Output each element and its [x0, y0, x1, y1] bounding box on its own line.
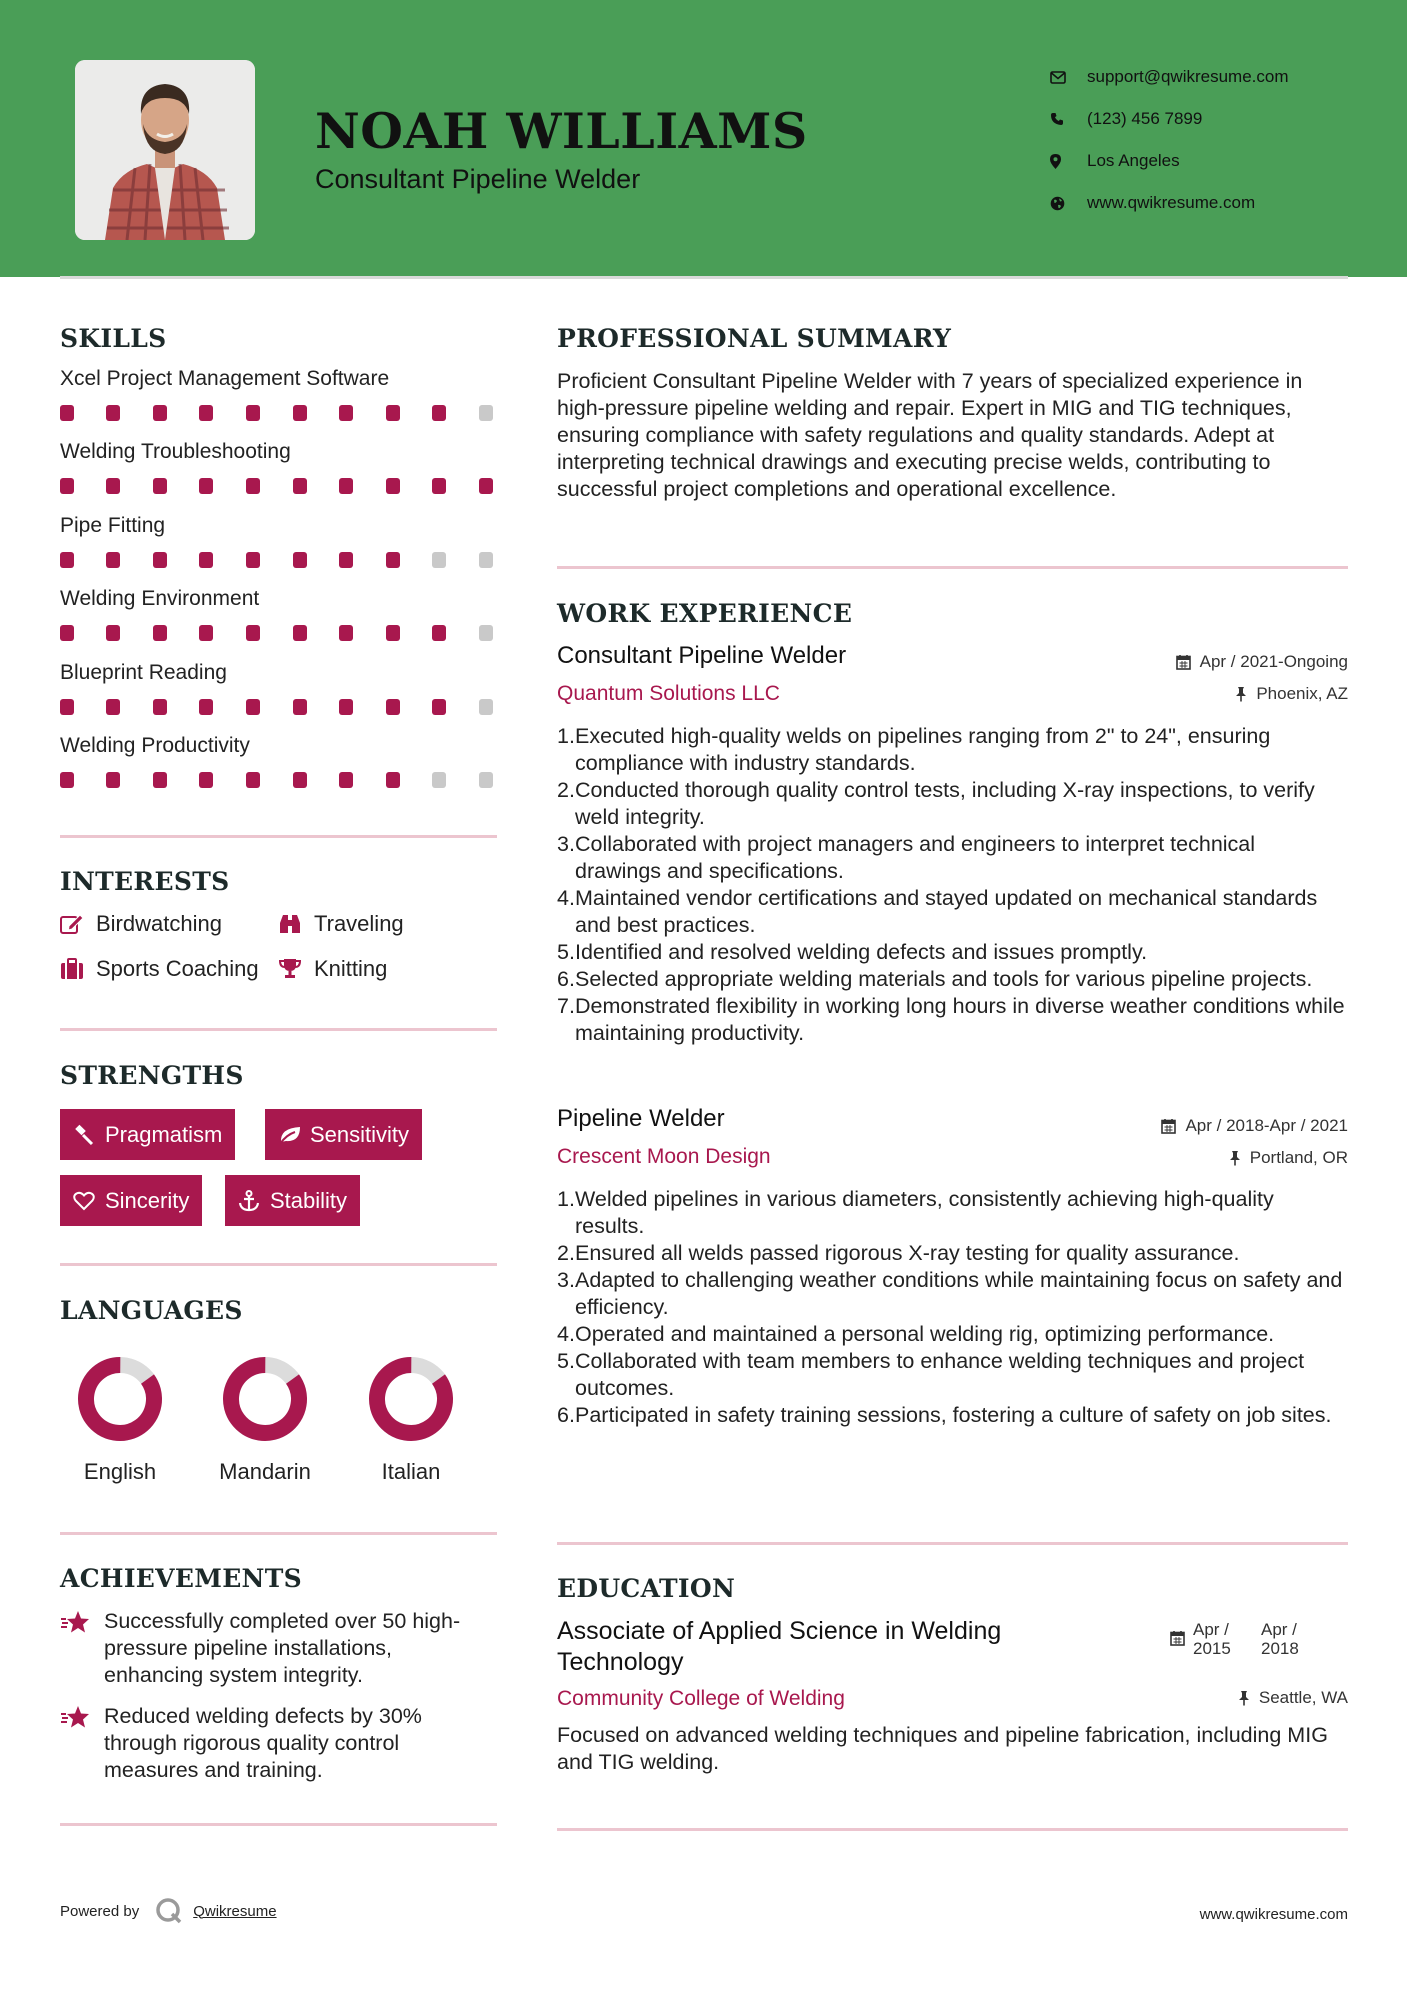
- skill-dot-filled: [339, 478, 353, 494]
- skill-dot-filled: [60, 405, 74, 421]
- skill-dot-filled: [199, 772, 213, 788]
- calendar-icon: [1176, 654, 1191, 670]
- skill-dot-filled: [106, 478, 120, 494]
- strengths-heading: STRENGTHS: [60, 1061, 244, 1090]
- bullet-item: 2. Conducted thorough quality control tests, including X-ray inspections, to verify weld integrity.: [557, 777, 1347, 831]
- skill-dot-filled: [246, 478, 260, 494]
- interest-label: Sports Coaching: [96, 956, 259, 981]
- star-award-icon: [60, 1608, 104, 1689]
- calendar-icon: [1170, 1620, 1185, 1658]
- bullet-text: Conducted thorough quality control tests, including X-ray inspections, to verify weld integrity.: [575, 778, 1315, 829]
- languages-heading: LANGUAGES: [60, 1296, 243, 1325]
- summary-text: Proficient Consultant Pipeline Welder with 7 years of specialized experience in high-pressure pipeline welding and repair. Expert in MIG and TIG techniques, ensuring compliance with safety regulations and quality standards. Adept at interpreting technical drawings and executing precise welds, contributing to successful project completions and operational excellence.: [557, 369, 1303, 501]
- job-bullets: [557, 1186, 1347, 1429]
- language-ring-fill: [221, 1355, 309, 1443]
- skill-dot-empty: [479, 552, 493, 568]
- bullet-text: Demonstrated flexibility in working long hours in diverse weather conditions while maintaining productivity.: [575, 994, 1345, 1045]
- footer-powered-by: [60, 1897, 277, 1925]
- bullet-text: Participated in safety training sessions, fostering a culture of safety on job sites.: [575, 1403, 1332, 1427]
- job-bullets: [557, 723, 1347, 1047]
- section-divider: [557, 1828, 1348, 1831]
- achievement-item: [60, 1608, 497, 1689]
- resume-header: [0, 0, 1407, 277]
- education-start-month: Apr /: [1193, 1620, 1229, 1639]
- skill-name: Welding Troubleshooting: [60, 440, 291, 464]
- skill-rating: [60, 405, 497, 421]
- skill-dot-filled: [246, 625, 260, 641]
- skill-name: Xcel Project Management Software: [60, 367, 390, 390]
- leaf-icon: [278, 1125, 310, 1145]
- pushpin-icon: [1229, 1150, 1241, 1166]
- section-divider: [557, 566, 1348, 569]
- skill-name: Blueprint Reading: [60, 660, 227, 684]
- language-item: [55, 1355, 185, 1485]
- education-end-date: [1261, 1620, 1299, 1658]
- language-label: Italian: [381, 1459, 441, 1484]
- skill-dot-empty: [479, 699, 493, 715]
- header-divider: [60, 276, 1348, 279]
- skill-dot-filled: [339, 699, 353, 715]
- interest-label: Knitting: [314, 956, 388, 981]
- bullet-text: Maintained vendor certifications and stayed updated on mechanical standards and best practices.: [575, 886, 1318, 937]
- education-start-year: 2015: [1193, 1639, 1231, 1658]
- job-dates-text: Apr / 2018-Apr / 2021: [1185, 1116, 1348, 1135]
- skill-dot-filled: [199, 405, 213, 421]
- interest-item: [278, 911, 404, 937]
- skill-dot-filled: [386, 699, 400, 715]
- skill-dot-filled: [246, 772, 260, 788]
- interest-item: [60, 956, 259, 982]
- contact-website[interactable]: [1050, 182, 1289, 224]
- skill-dot-filled: [106, 625, 120, 641]
- skill-dot-filled: [293, 478, 307, 494]
- section-divider: [60, 1532, 497, 1535]
- job-title: Consultant Pipeline Welder: [557, 642, 847, 669]
- interest-item: [60, 911, 222, 937]
- interest-label: Traveling: [314, 911, 404, 936]
- skill-dot-filled: [153, 625, 167, 641]
- strength-label: Stability: [270, 1187, 348, 1213]
- bullet-item: 3. Adapted to challenging weather conditions while maintaining focus on safety and efficiency.: [557, 1267, 1347, 1321]
- skill-rating: [60, 699, 497, 715]
- skill-dot-filled: [199, 699, 213, 715]
- skill-dot-filled: [106, 405, 120, 421]
- company-name: Quantum Solutions LLC: [557, 682, 780, 705]
- contact-phone-text: (123) 456 7899: [1087, 109, 1203, 128]
- skill-dot-filled: [339, 552, 353, 568]
- skill-rating: [60, 478, 497, 494]
- skill-dot-empty: [479, 405, 493, 421]
- skill-dot-filled: [479, 478, 493, 494]
- bullet-item: 6. Selected appropriate welding materials and tools for various pipeline projects.: [557, 967, 1313, 991]
- bullet-item: 6. Participated in safety training sessions, fostering a culture of safety on job sites.: [557, 1403, 1332, 1427]
- skill-dot-filled: [386, 772, 400, 788]
- summary-heading: PROFESSIONAL SUMMARY: [557, 324, 952, 353]
- candidate-title: Consultant Pipeline Welder: [315, 164, 641, 194]
- bullet-item: 2. Ensured all welds passed rigorous X-ray testing for quality assurance.: [557, 1241, 1240, 1265]
- skill-dot-filled: [199, 552, 213, 568]
- skill-dot-filled: [60, 699, 74, 715]
- skill-dot-filled: [386, 478, 400, 494]
- education-end-month: Apr /: [1261, 1620, 1297, 1639]
- skills-heading: SKILLS: [60, 324, 167, 353]
- contact-phone[interactable]: [1050, 98, 1289, 140]
- language-level-ring: [221, 1355, 309, 1443]
- education-end-year: 2018: [1261, 1639, 1299, 1658]
- calendar-icon: [1161, 1118, 1176, 1134]
- qwikresume-logo-icon: [155, 1897, 183, 1925]
- bullet-item: 1. Welded pipelines in various diameters, consistently achieving high-quality results.: [557, 1186, 1347, 1240]
- experience-heading: WORK EXPERIENCE: [557, 599, 853, 628]
- skill-dot-filled: [293, 699, 307, 715]
- bullet-text: Identified and resolved welding defects and issues promptly.: [575, 940, 1148, 964]
- section-divider: [60, 1823, 497, 1826]
- skill-dot-filled: [293, 772, 307, 788]
- interest-label: Birdwatching: [96, 911, 222, 936]
- star-award-icon: [60, 1703, 104, 1784]
- strength-chip: [265, 1109, 422, 1160]
- job-location: [1229, 1148, 1348, 1168]
- skill-dot-filled: [153, 772, 167, 788]
- skill-dot-filled: [432, 478, 446, 494]
- education-location: [1238, 1688, 1348, 1708]
- heart-icon: [73, 1191, 105, 1211]
- bullet-text: Ensured all welds passed rigorous X-ray testing for quality assurance.: [575, 1241, 1240, 1265]
- skill-dot-empty: [479, 772, 493, 788]
- location-pin-icon: [1050, 154, 1087, 169]
- section-divider: [557, 1542, 1348, 1545]
- education-start-date: [1193, 1620, 1261, 1658]
- language-ring-fill: [76, 1355, 164, 1443]
- powered-by-text: Powered by: [60, 1902, 140, 1920]
- bullet-text: Collaborated with team members to enhance welding techniques and project outcomes.: [575, 1349, 1305, 1400]
- job-dates: [1176, 652, 1348, 672]
- anchor-icon: [238, 1190, 270, 1212]
- skill-dot-filled: [432, 699, 446, 715]
- pushpin-icon: [1238, 1690, 1250, 1706]
- bullet-item: 3. Collaborated with project managers and engineers to interpret technical drawings and specifications.: [557, 831, 1347, 885]
- skill-dot-empty: [479, 625, 493, 641]
- education-dates: [1170, 1620, 1299, 1658]
- interests-heading: INTERESTS: [60, 867, 230, 896]
- bullet-text: Adapted to challenging weather conditions while maintaining focus on safety and efficiency.: [575, 1268, 1343, 1319]
- skill-name: Welding Environment: [60, 587, 260, 611]
- globe-icon: [1050, 196, 1087, 211]
- strength-label: Sincerity: [105, 1187, 190, 1213]
- strength-label: Sensitivity: [310, 1121, 410, 1147]
- achievement-text: Successfully completed over 50 high-pressure pipeline installations, enhancing system integrity.: [104, 1609, 461, 1687]
- qwikresume-link[interactable]: Qwikresume: [193, 1902, 277, 1920]
- skill-dot-empty: [432, 552, 446, 568]
- skill-dot-filled: [106, 699, 120, 715]
- job-location-text: Phoenix, AZ: [1256, 684, 1348, 703]
- skill-dot-filled: [293, 405, 307, 421]
- job-title: Pipeline Welder: [557, 1105, 725, 1132]
- strength-label: Pragmatism: [105, 1121, 223, 1147]
- briefcase-icon: [60, 956, 96, 982]
- skill-rating: [60, 772, 497, 788]
- contact-location-text: Los Angeles: [1087, 151, 1180, 170]
- bullet-item: 7. Demonstrated flexibility in working long hours in diverse weather conditions while maintaining productivity.: [557, 993, 1347, 1047]
- skill-dot-filled: [153, 405, 167, 421]
- skill-dot-filled: [60, 552, 74, 568]
- bullet-text: Collaborated with project managers and engineers to interpret technical drawings and specifications.: [575, 832, 1256, 883]
- section-divider: [60, 1263, 497, 1266]
- skill-dot-filled: [60, 625, 74, 641]
- skill-dot-filled: [199, 625, 213, 641]
- bullet-item: 5. Collaborated with team members to enhance welding techniques and project outcomes.: [557, 1348, 1347, 1402]
- envelope-icon: [1050, 71, 1087, 84]
- footer-website[interactable]: www.qwikresume.com: [1199, 1906, 1348, 1923]
- section-divider: [60, 835, 497, 838]
- profile-photo: [75, 60, 255, 240]
- education-location-text: Seattle, WA: [1258, 1688, 1348, 1707]
- company-name: Crescent Moon Design: [557, 1145, 771, 1168]
- skill-dot-filled: [432, 625, 446, 641]
- education-description: Focused on advanced welding techniques and pipeline fabrication, including MIG and TIG welding.: [557, 1723, 1328, 1774]
- skill-dot-filled: [60, 772, 74, 788]
- skill-name: Welding Productivity: [60, 734, 250, 757]
- language-label: English: [83, 1459, 157, 1484]
- contact-email[interactable]: [1050, 56, 1289, 98]
- skill-dot-filled: [106, 772, 120, 788]
- contact-email-text: support@qwikresume.com: [1087, 67, 1289, 86]
- skill-dot-filled: [106, 552, 120, 568]
- skill-dot-filled: [246, 699, 260, 715]
- job-dates: [1161, 1116, 1348, 1136]
- phone-icon: [1050, 112, 1087, 126]
- skill-dot-filled: [386, 405, 400, 421]
- skill-dot-filled: [339, 405, 353, 421]
- skill-dot-filled: [246, 552, 260, 568]
- interest-item: [278, 956, 387, 982]
- skill-dot-filled: [293, 552, 307, 568]
- job-location-text: Portland, OR: [1249, 1148, 1348, 1167]
- skill-dot-filled: [339, 625, 353, 641]
- degree-title: Associate of Applied Science in Welding Technology: [557, 1617, 1002, 1676]
- skill-dot-filled: [293, 625, 307, 641]
- skill-dot-empty: [432, 772, 446, 788]
- contact-website-text: www.qwikresume.com: [1087, 193, 1256, 212]
- skill-dot-filled: [153, 478, 167, 494]
- bullet-item: 4. Operated and maintained a personal welding rig, optimizing performance.: [557, 1322, 1275, 1346]
- contact-info: [1050, 56, 1289, 224]
- skill-rating: [60, 625, 497, 641]
- binoculars-icon: [278, 911, 314, 937]
- section-divider: [60, 1028, 497, 1031]
- language-item: [200, 1355, 330, 1485]
- language-ring-fill: [367, 1355, 455, 1443]
- bullet-text: Welded pipelines in various diameters, consistently achieving high-quality results.: [575, 1187, 1274, 1238]
- job-dates-text: Apr / 2021-Ongoing: [1199, 652, 1348, 671]
- skill-dot-filled: [339, 772, 353, 788]
- bullet-text: Selected appropriate welding materials and tools for various pipeline projects.: [575, 967, 1313, 991]
- bullet-item: 4. Maintained vendor certifications and stayed updated on mechanical standards and best practices.: [557, 885, 1347, 939]
- skill-dot-filled: [246, 405, 260, 421]
- skill-dot-filled: [432, 405, 446, 421]
- language-level-ring: [367, 1355, 455, 1443]
- skill-dot-filled: [60, 478, 74, 494]
- skill-name: Pipe Fitting: [60, 513, 166, 537]
- skill-dot-filled: [153, 552, 167, 568]
- achievement-item: [60, 1703, 497, 1784]
- candidate-name: NOAH WILLIAMS: [315, 102, 808, 160]
- school-name: Community College of Welding: [557, 1687, 845, 1710]
- skill-rating: [60, 552, 497, 568]
- skill-dot-filled: [386, 552, 400, 568]
- achievement-text: Reduced welding defects by 30% through rigorous quality control measures and training.: [104, 1704, 422, 1782]
- job-location: [1235, 684, 1348, 704]
- trophy-icon: [278, 956, 314, 982]
- language-label: Mandarin: [219, 1459, 311, 1484]
- bullet-item: 5. Identified and resolved welding defects and issues promptly.: [557, 940, 1148, 964]
- bullet-text: Executed high-quality welds on pipelines ranging from 2" to 24", ensuring compliance with industry standards.: [575, 724, 1271, 775]
- gavel-icon: [73, 1124, 105, 1146]
- bullet-text: Operated and maintained a personal welding rig, optimizing performance.: [575, 1322, 1275, 1346]
- strength-chip: [60, 1109, 235, 1160]
- education-heading: EDUCATION: [557, 1574, 736, 1603]
- pushpin-icon: [1235, 686, 1247, 702]
- skill-dot-filled: [199, 478, 213, 494]
- bullet-item: 1. Executed high-quality welds on pipelines ranging from 2" to 24", ensuring compliance with industry standards.: [557, 723, 1347, 777]
- skill-dot-filled: [153, 699, 167, 715]
- language-item: [346, 1355, 476, 1485]
- language-level-ring: [76, 1355, 164, 1443]
- contact-location: [1050, 140, 1289, 182]
- skill-dot-filled: [386, 625, 400, 641]
- pencil-square-icon: [60, 911, 96, 937]
- strength-chip: [60, 1175, 202, 1226]
- achievements-heading: ACHIEVEMENTS: [60, 1564, 302, 1593]
- strength-chip: [225, 1175, 360, 1226]
